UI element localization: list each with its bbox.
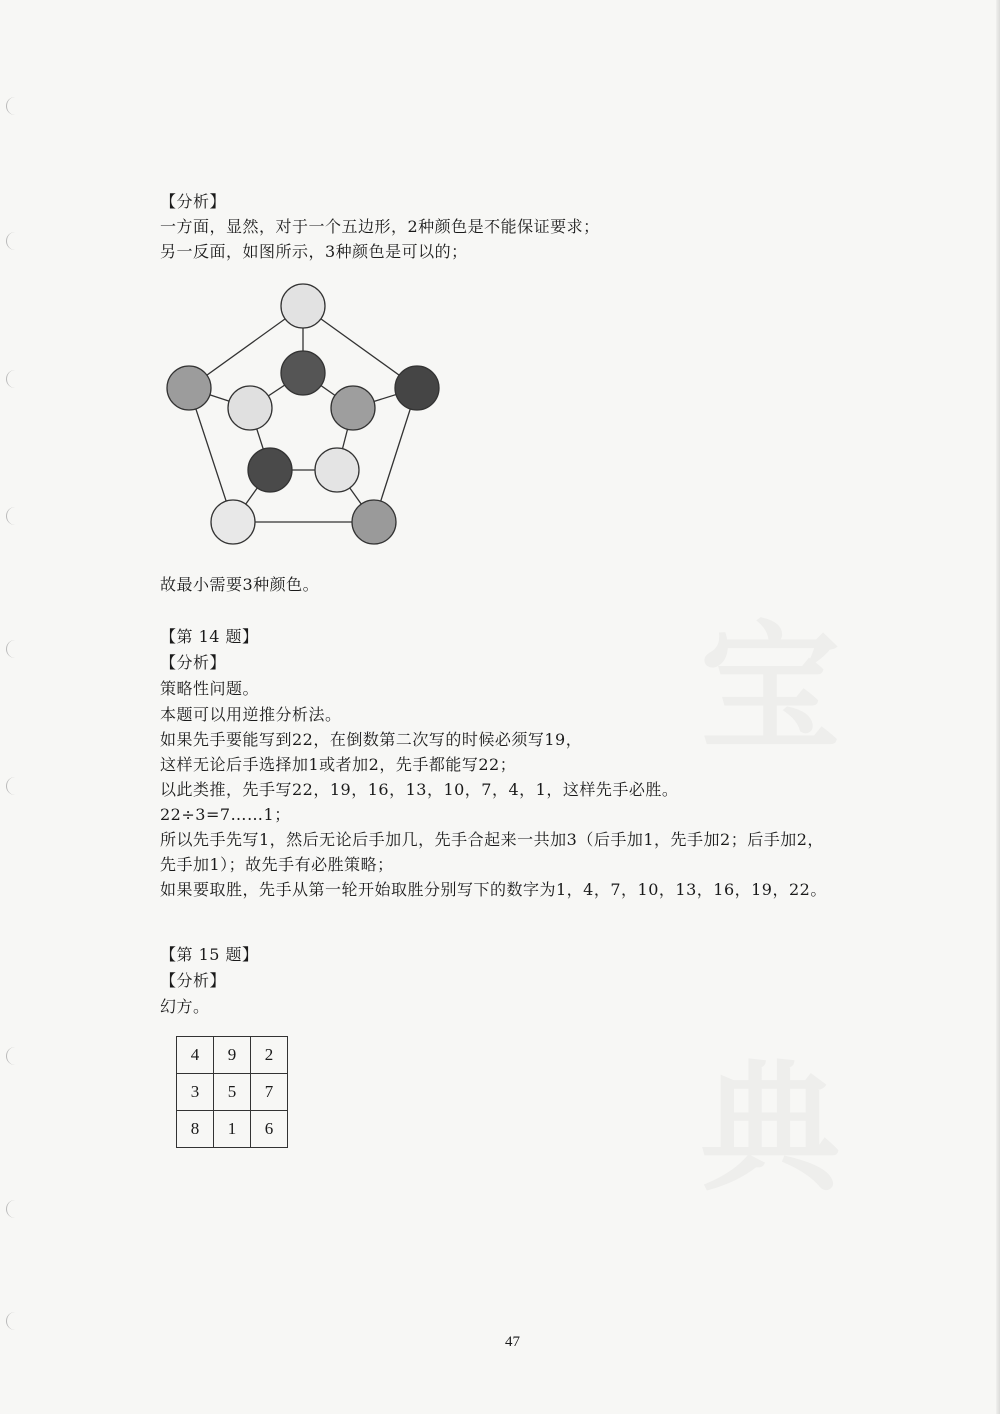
binding-hole [6, 1200, 17, 1218]
text-line: 22÷3=7……1； [160, 805, 291, 824]
analysis-heading: 【分析】 [160, 192, 227, 211]
text-line: 这样无论后手选择加1或者加2，先手都能写22； [160, 755, 517, 774]
text-line: 故最小需要3种颜色。 [160, 575, 320, 594]
table-row [177, 1111, 288, 1148]
watermark-glyph: 宝 [700, 608, 841, 771]
binding-hole [6, 1312, 17, 1330]
outer-vertex-circle [352, 500, 396, 544]
magic-square-cell: 8 [177, 1111, 214, 1148]
binding-hole [6, 232, 17, 250]
binding-hole [6, 97, 17, 115]
text-line: 先手加1）；故先手有必胜策略； [160, 855, 394, 874]
magic-square-cell: 5 [214, 1074, 251, 1111]
inner-vertex-circle [331, 386, 375, 430]
watermark-glyph: 典 [700, 1048, 841, 1211]
binding-hole [6, 640, 17, 658]
magic-square-cell: 7 [251, 1074, 288, 1111]
table-row [177, 1037, 288, 1074]
binding-hole [6, 507, 17, 525]
binding-hole [6, 370, 17, 388]
inner-vertex-circle [228, 386, 272, 430]
text-line: 如果先手要能写到22，在倒数第二次写的时候必须写19， [160, 730, 583, 749]
inner-vertex-circle [315, 448, 359, 492]
table-row [177, 1074, 288, 1111]
outer-vertex-circle [395, 366, 439, 410]
text-line: 本题可以用逆推分析法。 [160, 705, 342, 724]
question-14-heading: 【第 14 题】 [160, 627, 259, 646]
magic-square-cell: 6 [251, 1111, 288, 1148]
inner-vertex-circle [281, 351, 325, 395]
outer-vertex-circle [281, 284, 325, 328]
text-line: 以此类推，先手写22，19，16，13，10，7，4，1，这样先手必胜。 [160, 780, 679, 799]
text-line: 如果要取胜，先手从第一轮开始取胜分别写下的数字为1，4，7，10，13，16，19，22。 [160, 880, 827, 899]
analysis-heading: 【分析】 [160, 971, 227, 990]
inner-vertex-circle [248, 448, 292, 492]
page-number: 47 [505, 1334, 520, 1350]
text-line: 另一反面，如图所示，3种颜色是可以的； [160, 242, 468, 261]
magic-square-cell: 3 [177, 1074, 214, 1111]
binding-hole [6, 1047, 17, 1065]
magic-square-cell: 2 [251, 1037, 288, 1074]
outer-vertex-circle [211, 500, 255, 544]
pentagon-coloring-diagram [160, 280, 450, 550]
magic-square-cell: 9 [214, 1037, 251, 1074]
question-15-heading: 【第 15 题】 [160, 945, 259, 964]
text-line: 所以先手先写1，然后无论后手加几，先手合起来一共加3（后手加1，先手加2；后手加2， [160, 830, 824, 849]
magic-square-table [176, 1036, 288, 1148]
outer-vertex-circle [167, 366, 211, 410]
magic-square-cell: 4 [177, 1037, 214, 1074]
analysis-heading: 【分析】 [160, 653, 227, 672]
text-line: 一方面，显然，对于一个五边形，2种颜色是不能保证要求； [160, 217, 600, 236]
text-line: 幻方。 [160, 997, 210, 1016]
magic-square-cell: 1 [214, 1111, 251, 1148]
page-edge [996, 0, 1000, 1414]
binding-hole [6, 777, 17, 795]
text-line: 策略性问题。 [160, 679, 260, 698]
